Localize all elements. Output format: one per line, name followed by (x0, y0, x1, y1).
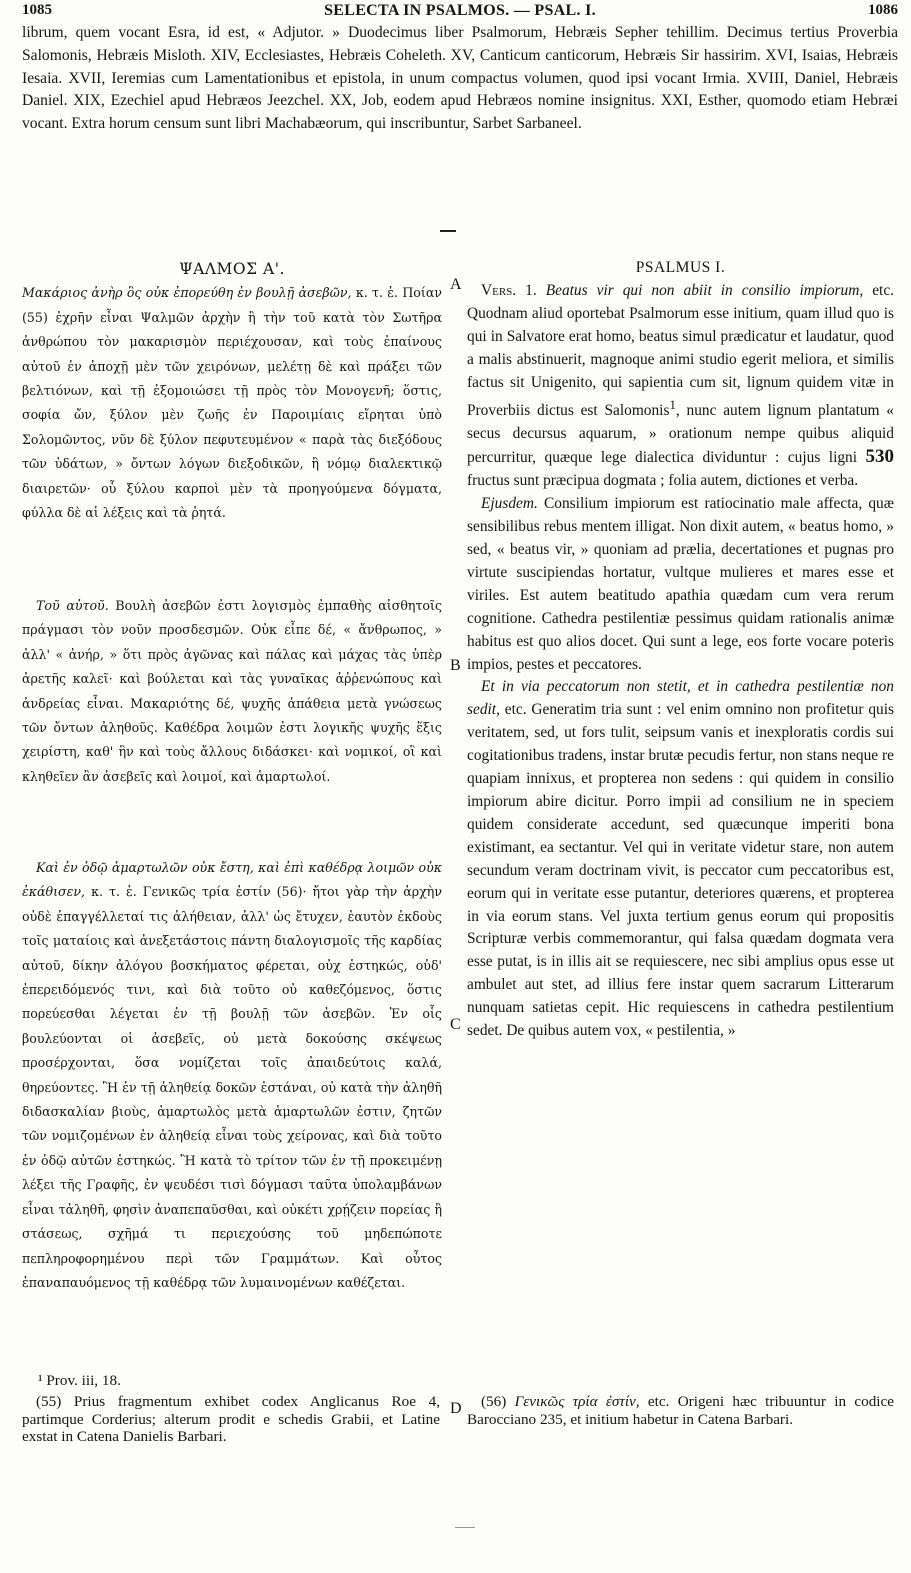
footnote-56 (467, 1393, 894, 1428)
footnote-55-text: (55) Prius fragmentum exhibet codex Anglicanus Roe 4, partimque Corderius; alterum prodit e schedis Grabii, et Latine exstat in Catena Danielis Barbari. (22, 1393, 440, 1445)
latin-column (467, 257, 894, 1043)
latin-text-1b: , nunc autem lignum plantatum « secus decursus aquarum, » orationum nempe quibus aliquid percurritur, quæque lege dialectica dividuntur : cujus ligni (467, 402, 894, 467)
margin-marker-d: D (450, 1400, 462, 1417)
latin-lemma-2: Ejusdem. (481, 495, 538, 513)
footnote-56-text (467, 1393, 894, 1428)
greek-lemma-3: Καὶ ἐν ὁδῷ ἁμαρτωλῶν οὐκ ἔστη, καὶ ἐπὶ καθέδρᾳ λοιμῶν οὐκ ἐκάθισεν, (22, 860, 442, 900)
running-title: SELECTA IN PSALMOS. — PSAL. I. (324, 2, 596, 19)
footnote-55 (22, 1393, 440, 1446)
footnote-reference: 1 (669, 398, 676, 413)
latin-paragraph-1 (467, 280, 894, 493)
greek-paragraph-3 (22, 856, 442, 1295)
greek-text-3: κ. τ. ἑ. Γενικῶς τρία ἐστίν (56)· ἤτοι γὰρ τὴν ἀρχὴν οὐδὲ ἐπαγγέλλεταί τις ἀλήθειαν, ἀλλ' ὡς ἔτυχεν, ἑαυτὸν ἐκδοὺς τοῖς ματαίοις καὶ ἀνεξετάστοις πάντη διαλογισμοῖς τῆς καρδίας αὐτοῦ, δίκην ἀλόγου βοσκήματος φέρεται, οὐχ ἑστηκώς, οὐδ' ἐπερειδόμενός τινι, καὶ διὰ τοῦτο οὐ καθεζόμενος, ὅστις πορεύεσθαι λέγεται ἐν τῇ βουλῇ τῶν ἀσεβῶν. Ἐν οἷς βουλεύονται οἱ ἀσεβεῖς, οὐ μετὰ δοκούσης σκέψεως προσέρχονται, ὅσα νομίζεται τοῖς ἀπαιδεύτοις καλά, θηρεύοντες. Ἢ ἐν τῇ ἀληθείᾳ δοκῶν ἑστάναι, οὐ κατὰ τὴν ἀληθῆ διδασκαλίαν βιοὺς, ἁμαρτωλὸς μετὰ ἁμαρτωλῶν ἐστιν, ζητῶν τῶν νομιζομένων ἐν ἀληθείᾳ εἶναι τοὺς χείρονας, καὶ διὰ τοῦτο ἐν ὁδῷ αὐτῶν ἑστηκώς. Ἢ κατὰ τὸ τρίτον τῶν ἐν τῇ προκειμένῃ λέξει τῆς Γραφῆς, ἐν ψευδέσι τισὶ δόγμασι ταῦτα ὑπολαμβάνων εἶναι τἀληθῆ, φησὶν ἀναπεπαῦσθαι, καὶ οὐκέτι χρῄζειν πορείας ἢ στάσεως, σχῆμά τι περιεχούσης τοῦ μηδεπώποτε πεπληροφορημένου περὶ τῶν Γραμμάτων. Καὶ οὗτος ἐπαναπαυόμενος τῇ καθέδρᾳ τῶν λυμαινομένων καθέζεται. (22, 884, 442, 1290)
latin-text-1c: fructus sunt præcipua dogmata ; folia autem, dictiones et verba. (467, 472, 859, 490)
greek-paragraph-1 (22, 281, 442, 525)
greek-title: ΨΑΛΜΟΣ Α'. (179, 260, 285, 278)
left-page-number: 1085 (22, 2, 52, 18)
margin-marker-a: A (450, 276, 462, 293)
latin-paragraph-3 (467, 676, 894, 1043)
intro-paragraph (22, 22, 898, 136)
latin-text-1a: etc. Quodnam aliud oportebat Psalmorum esse initium, quam illud quo is qui in Salvatore erat homo, beatus simul prædicatur et laudatur, quod a malis abstinuerit, magnoque animi studio egerit meliora, et similis factus sit Unigenito, qui sapientia cum sit, lignum quidem vitæ in Proverbiis dictus est Salomonis (467, 281, 895, 420)
latin-title: PSALMUS I. (635, 259, 726, 276)
latin-verse-number: Vers. 1. (481, 281, 537, 299)
greek-text-1: κ. τ. ἑ. Ποίαν (55) ἐχρῆν εἶναι Ψαλμῶν ἀρχὴν ἢ τὴν τοῦ κατὰ τὸν Σωτῆρα ἀνθρώπου τὸν μακαρισμὸν περιέχουσαν, καὶ τοὺς ἐπαίνους αὐτοῦ ἐν ἀποχῇ μὲν τῶν χειρόνων, μελέτῃ δὲ καὶ πράξει τῶν βελτιόνων, καὶ τῇ ἐξομοιώσει τῇ πρὸς τὸν Μονογενῆ; ὅστις, σοφία ὤν, ξύλον μὲν ζωῆς ἐν Παροιμίαις εἴρηται ὑπὸ Σολομῶντος, νῦν δὲ ξύλον πεφυτευμένον « παρὰ τὰς διεξόδους τῶν ὑδάτων, » ὄντων λόγων διεξοδικῶν, ἢ νόμῳ διαλεκτικῷ διαιρετῶν· οὗ ξύλου καρποὶ μὲν τὰ προηγούμενα δόγματα, φύλλα δὲ αἱ λέξεις καὶ τὰ ῥητά. (22, 285, 442, 521)
bottom-ornament (455, 1527, 475, 1528)
footnote-56-lemma: Γενικῶς τρία ἐστίν, (514, 1393, 640, 1410)
section-divider (440, 230, 456, 232)
latin-text-3: etc. Generatim tria sunt : vel enim omnino non profitetur quis veritatem, sed, ut fors tulit, seipsum vanis et inexploratis cordis sui cogitationibus tradens, instar brutæ pecudis fertur, non stans neque re quapiam innixus, et propterea non sedens : qui quidem in consilio impiorum abire dicitur. Porro impii ad consilium ne in speciem quidem considerate accedunt, sed quæcunque imperiti bona existimant, ea sectantur. Vel qui in veritate videtur stare, non autem secundum veram doctrinam vivit, is peccator cum peccatoribus est, eorum qui in veritate esse putantur, deteriores quærens, et propterea in via eorum stans. Vel juxta tertium genus eorum qui propositis Scripturæ verbis commemorantur, qui falsa quædam dogmata vera esse putat, is in illis ait se requiescere, nec sibi amplius opus esse ut ambulet aut stet, ad illius fere instar quem sacrarum Litterarum nunquam satietas cepit. Hic requiescens in cathedra pestilentium sedet. De quibus autem vox, « pestilentia, » (467, 701, 894, 1040)
greek-lemma-2: Τοῦ αὐτοῦ. (36, 598, 109, 613)
latin-lemma-1: Beatus vir qui non abiit in consilio impiorum, (536, 281, 864, 299)
greek-lemma-1: Μακάριος ἀνὴρ ὃς οὐκ ἐπορεύθη ἐν βουλῇ ἀσεβῶν, (22, 285, 352, 301)
footnote-56-body: etc. Origeni hæc tribuuntur in codice Barocciano 235, et initium habetur in Catena Barbari. (467, 1393, 894, 1428)
greek-column-part-2 (22, 594, 442, 789)
greek-column-part-1 (22, 257, 442, 525)
latin-paragraph-2 (467, 493, 894, 676)
margin-marker-c: C (450, 1016, 461, 1033)
latin-lemma-3: Et in via peccatorum non stetit, et in cathedra pestilentiæ non sedit, (467, 678, 894, 719)
footnote-ref-1-text: ¹ Prov. iii, 18. (38, 1372, 121, 1389)
greek-column-part-3 (22, 856, 442, 1295)
margin-marker-b: B (450, 657, 461, 674)
page-header (22, 2, 898, 24)
greek-paragraph-2 (22, 594, 442, 789)
footnote-56-number: (56) (481, 1393, 515, 1410)
column-number: 530 (865, 446, 894, 468)
right-page-number: 1086 (868, 2, 898, 18)
greek-text-2: Βουλὴ ἀσεβῶν ἐστι λογισμὸς ἐμπαθὴς αἰσθητοῖς πράγμασι τὸν νοῦν προσδεσμῶν. Οὐκ εἶπε δέ, « ἄνθρωπος, » ἀλλ' « ἀνήρ, » ὅτι πρὸς ἀγῶνας καὶ πάλας καὶ μάχας τὰς ὑπὲρ ἀρετῆς καλεῖ· καὶ βούλεται καὶ τὰς γυναῖκας ἀῤῥενώπους καὶ ἀνδρείας εἶναι. Μακαριότης δέ, ψυχῆς ἀπάθεια μετὰ γνώσεως τῶν ὄντων ἀληθοῦς. Καθέδρα λοιμῶν ἐστι λογικῆς ψυχῆς ἕξις χειρίστη, καθ' ἣν καὶ τοὺς ἄλλους διδάσκει· καὶ νομικοί, οἳ καὶ κληθεῖεν ἂν ἀσεβεῖς καὶ λοιμοί, καὶ ἁμαρτωλοί. (22, 598, 443, 784)
latin-text-2: Consilium impiorum est ratiocinatio male affecta, quæ sensibilibus rebus mentem illigat. Non dixit autem, « beatus homo, » sed, « beatus vir, » quoniam ad prælia, decertationes et pugnas pro virtute suscipiendas hortatur, vultque mulieres et mares esse et viriles. Est autem beatitudo apathia quædam cum vera rerum cognitione. Cathedra pestilentiæ pessimus quidam rationalis animæ habitus est quo alios docet. Qui sunt a lege, eos forte vocare poteris impios, pestes et peccatores. (467, 495, 894, 673)
intro-text: librum, quem vocant Esra, id est, « Adjutor. » Duodecimus liber Psalmorum, Hebræis Sepher tehillim. Decimus tertius Proverbia Salomonis, Hebræis Misloth. XIV, Ecclesiastes, Hebræis Coheleth. XV, Canticum canticorum, Hebræis Sir hassirim. XVI, Isaias, Hebræis Iesaia. XVII, Ieremias cum Lamentationibus et epistola, in unum compactus volumen, quod ipsi vocant Irmia. XVIII, Daniel, Hebræis Daniel. XIX, Ezechiel apud Hebræos Jeezchel. XX, Job, eodem apud Hebræos nomine insignitus. XXI, Esther, quomodo etiam Hebræi vocant. Extra horum censum sunt libri Machabæorum, qui inscribuntur, Sarbet Sarbaneel. (22, 24, 898, 133)
footnote-ref-1 (38, 1372, 438, 1390)
